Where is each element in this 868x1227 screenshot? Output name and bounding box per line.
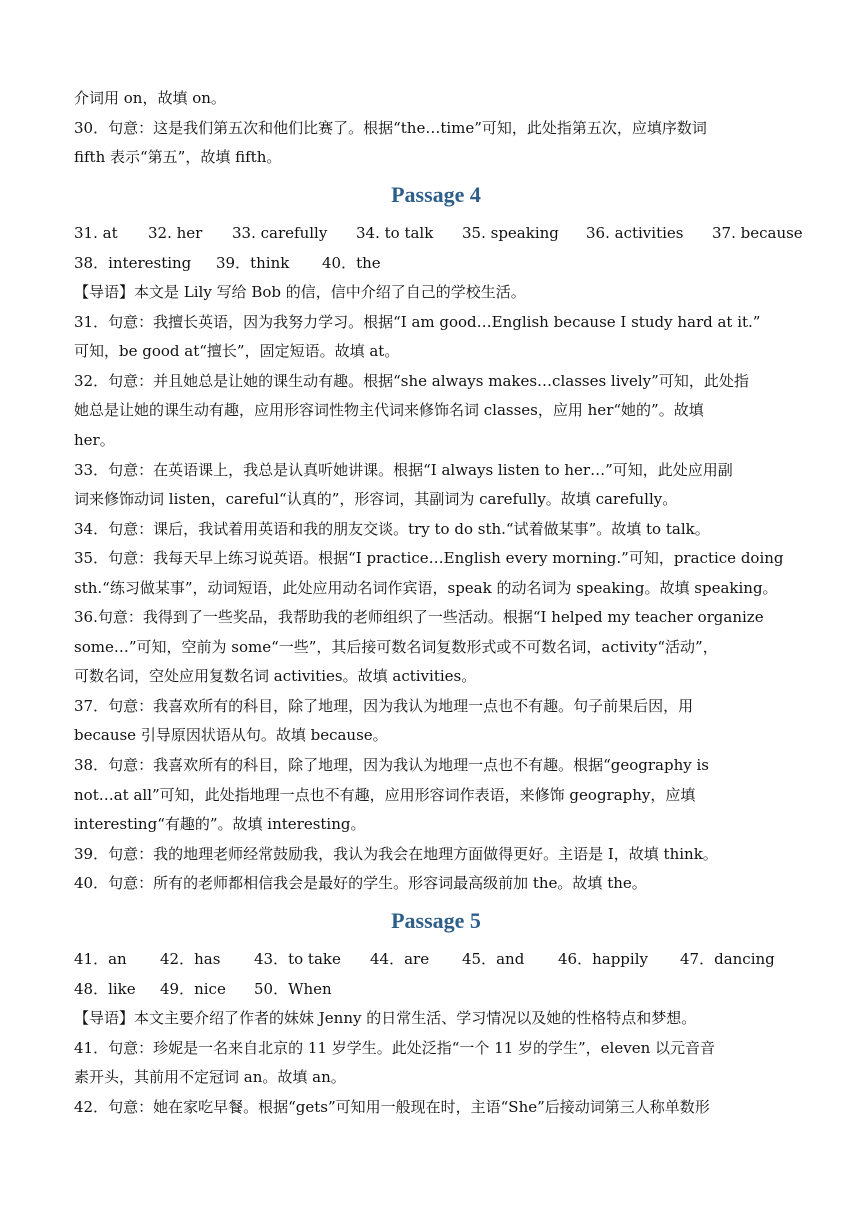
text-line: 30．句意：这是我们第五次和他们比赛了。根据“the…time”可知，此处指第五次，应填序数词: [74, 119, 707, 137]
answer-item: 39．think: [216, 254, 290, 272]
answer-item: 49．nice: [160, 980, 226, 998]
answer-item: 31. at: [74, 224, 118, 242]
text-line: 可数名词，空处应用复数名词 activities。故填 activities。: [74, 667, 477, 685]
answer-item: 41．an: [74, 950, 127, 968]
answer-item: 46．happily: [558, 950, 648, 968]
passage-5-title: Passage 5: [391, 908, 481, 933]
text-line: sth.“练习做某事”，动词短语，此处应用动名词作宾语，speak 的动名词为 speaking。故填 speaking。: [74, 579, 778, 597]
text-line: not…at all”可知，此处指地理一点也不有趣，应用形容词作表语，来修饰 geography，应填: [74, 786, 696, 804]
answer-item: 33. carefully: [232, 224, 328, 242]
passage-4-title: Passage 4: [391, 182, 481, 207]
text-line: her。: [74, 431, 115, 449]
text-line: 介词用 on，故填 on。: [74, 89, 226, 107]
answer-item: 45．and: [462, 950, 525, 968]
text-line: 33．句意：在英语课上，我总是认真听她讲课。根据“I always listen to her…”可知，此处应用副: [74, 461, 733, 479]
text-line: 38．句意：我喜欢所有的科目，除了地理，因为我认为地理一点也不有趣。根据“geography is: [74, 756, 709, 774]
text-line: 32．句意：并且她总是让她的课生动有趣。根据“she always makes…classes lively”可知，此处指: [74, 372, 749, 390]
text-line: 39．句意：我的地理老师经常鼓励我，我认为我会在地理方面做得更好。主语是 I，故填 think。: [74, 845, 718, 863]
text-line: 【导语】本文是 Lily 写给 Bob 的信，信中介绍了自己的学校生活。: [74, 283, 526, 301]
answer-item: 50．When: [254, 980, 332, 998]
text-line: 42．句意：她在家吃早餐。根据“gets”可知用一般现在时，主语“She”后接动词第三人称单数形: [74, 1098, 710, 1116]
answer-item: 38．interesting: [74, 254, 192, 272]
answer-item: 40．the: [322, 254, 381, 272]
text-line: 37．句意：我喜欢所有的科目，除了地理，因为我认为地理一点也不有趣。句子前果后因，用: [74, 697, 694, 715]
answer-item: 32. her: [148, 224, 203, 242]
text-line: 34．句意：课后，我试着用英语和我的朋友交谈。try to do sth.“试着做某事”。故填 to talk。: [74, 520, 710, 538]
answer-item: 47．dancing: [680, 950, 775, 968]
text-line: 素开头，其前用不定冠词 an。故填 an。: [74, 1068, 346, 1086]
answer-item: 48．like: [74, 980, 136, 998]
text-line: 【导语】本文主要介绍了作者的妹妹 Jenny 的日常生活、学习情况以及她的性格特点和梦想。: [74, 1009, 697, 1027]
text-line: 41．句意：珍妮是一名来自北京的 11 岁学生。此处泛指“一个 11 岁的学生”，eleven 以元音音: [74, 1039, 716, 1057]
answer-item: 35. speaking: [462, 224, 559, 242]
text-line: 35．句意：我每天早上练习说英语。根据“I practice…English every morning.”可知，practice doing: [74, 549, 784, 567]
text-line: 40．句意：所有的老师都相信我会是最好的学生。形容词最高级前加 the。故填 the。: [74, 874, 647, 892]
text-line: 可知，be good at“擅长”，固定短语。故填 at。: [74, 342, 400, 360]
text-line: fifth 表示“第五”，故填 fifth。: [74, 148, 282, 166]
answer-item: 42．has: [160, 950, 221, 968]
text-line: 她总是让她的课生动有趣，应用形容词性物主代词来修饰名词 classes，应用 her“她的”。故填: [74, 401, 704, 419]
text-line: because 引导原因状语从句。故填 because。: [74, 726, 388, 744]
answer-item: 44．are: [370, 950, 430, 968]
text-line: interesting“有趣的”。故填 interesting。: [74, 815, 366, 833]
answer-item: 34. to talk: [356, 224, 434, 242]
text-line: some…”可知，空前为 some“一些”，其后接可数名词复数形式或不可数名词，activity“活动”，: [74, 638, 718, 656]
text-line: 36.句意：我得到了一些奖品，我帮助我的老师组织了一些活动。根据“I helped my teacher organize: [74, 608, 764, 626]
answer-item: 37. because: [712, 224, 803, 242]
answer-item: 36. activities: [586, 224, 684, 242]
answer-item: 43．to take: [254, 950, 341, 968]
text-line: 词来修饰动词 listen，careful“认真的”，形容词，其副词为 carefully。故填 carefully。: [74, 490, 678, 508]
text-line: 31．句意：我擅长英语，因为我努力学习。根据“I am good…English because I study hard at it.”: [74, 313, 761, 331]
